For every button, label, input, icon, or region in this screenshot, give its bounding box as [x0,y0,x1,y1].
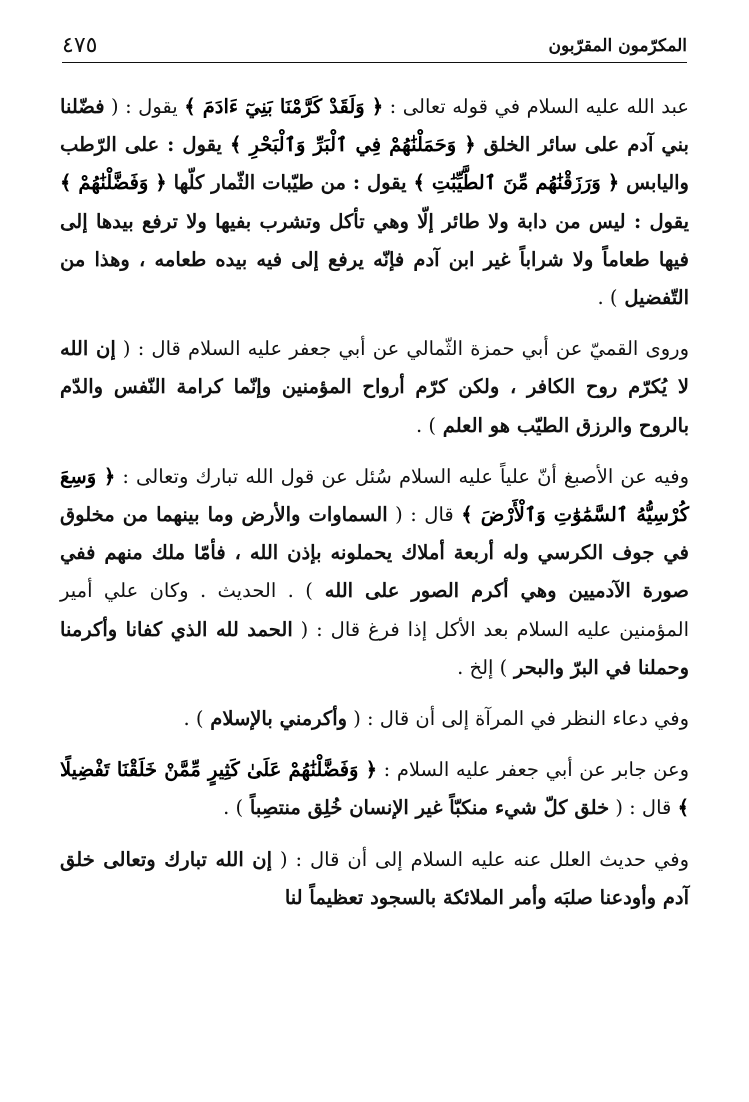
hadith-text: خلق كلّ شيء منكبّاً غير الإنسان خُلِق منتصِباً [243,796,610,820]
hadith-text: وأكرمني بالإسلام [203,707,348,731]
hadith-text: الحمد لله الذي كفانا وأكرمنا وحملنا في البرّ والبحر [60,617,689,679]
page-header [62,22,687,63]
page-number: ٤٧٥ [62,33,98,58]
body-text: وعن جابر عن أبي جعفر عليه السلام : [377,758,689,782]
body-text: يقول : ( [104,95,185,118]
paragraph [60,700,689,738]
hadith-text: السماوات والأرض وما بينهما من مخلوق في جوف الكرسي وله أربعة أملاك يحملونه بإذن الله ، فأمّا ملك منهم ففي صورة الآدميين وهي أكرم الصور على الله [60,503,689,603]
paragraph [60,841,689,917]
body-text: عبد الله عليه السلام في قوله تعالى : [383,95,689,118]
quran-verse: ﴿ وَحَمَلْنَٰهُمْ فِي ٱلْبَرِّ وَٱلْبَحْرِ ﴾ [229,133,476,157]
hadith-text: يقول : من طيّبات الثّمار كلّها [166,171,414,195]
hadith-text: إن الله لا يُكرّم روح الكافر ، ولكن كرّم أرواح المؤمنين وإنّما كرامة النّفس والدّم بالروح والرزق الطيّب هو العلم [60,337,689,437]
body-text: وفيه عن الأصبغ أنّ علياً عليه السلام سُئل عن قول الله تبارك وتعالى : [115,464,689,488]
body-text: ) . [183,707,204,731]
paragraph [60,751,689,827]
body-text: قال : ( [387,503,462,527]
quran-verse: ﴿ وَسِعَ كُرْسِيُّهُ ٱلسَّمَٰوَٰتِ وَٱلْأَرْضَ ﴾ [60,464,689,527]
paragraph [60,458,689,687]
quran-verse: ﴿ وَلَقَدْ كَرَّمْنَا بَنِيٓ ءَادَمَ ﴾ [184,95,384,118]
paragraph [60,88,689,317]
body-text: ) . [597,286,618,310]
hadith-text: إن الله تبارك وتعالى خلق آدم وأودعنا صلبَه وأمر الملائكة بالسجود تعظيماً لنا [60,847,689,909]
body-text: وفي دعاء النظر في المرآة إلى أن قال : ( [347,707,689,731]
paragraph [60,330,689,445]
quran-verse: ﴿ وَفَضَّلْنَٰهُمْ عَلَىٰ كَثِيرٍ مِّمَّنْ خَلَقْنَا تَفْضِيلًا ﴾ [60,758,689,820]
quran-verse: ﴿ وَرَزَقْنَٰهُم مِّنَ ٱلطَّيِّبَٰتِ ﴾ [413,171,620,195]
hadith-text: فضّلنا بني آدم على سائر الخلق [60,95,689,157]
hadith-text: يقول : على الرّطب واليابس [60,133,689,195]
running-title: المكرّمون المقرّبون [548,36,687,56]
body-text: ) . الحديث . وكان علي أمير المؤمنين عليه السلام بعد الأكل إذا فرغ قال : ( [60,579,689,641]
body-text: قال : ( [609,796,678,820]
page-body [60,88,689,930]
body-text: وفي حديث العلل عنه عليه السلام إلى أن قال : ( [272,847,689,871]
body-text: ) . [415,413,436,437]
quran-verse: ﴿ وَفَضَّلْنَٰهُمْ ﴾ [60,171,167,195]
hadith-text: يقول : ليس من دابة ولا طائر إلّا وهي تأكل وتشرب بفيها ولا ترفع بيدها إلى فيها طعاماً ولا شراباً غير ابن آدم فإنّه يرفع إلى فيه بيده طعامه ، وهذا من التّفضيل [60,209,689,310]
body-text: ) إلخ . [457,655,508,679]
body-text: ) . [223,796,244,820]
body-text: وروى القميّ عن أبي حمزة الثّمالي عن أبي جعفر عليه السلام قال : ( [115,337,689,361]
